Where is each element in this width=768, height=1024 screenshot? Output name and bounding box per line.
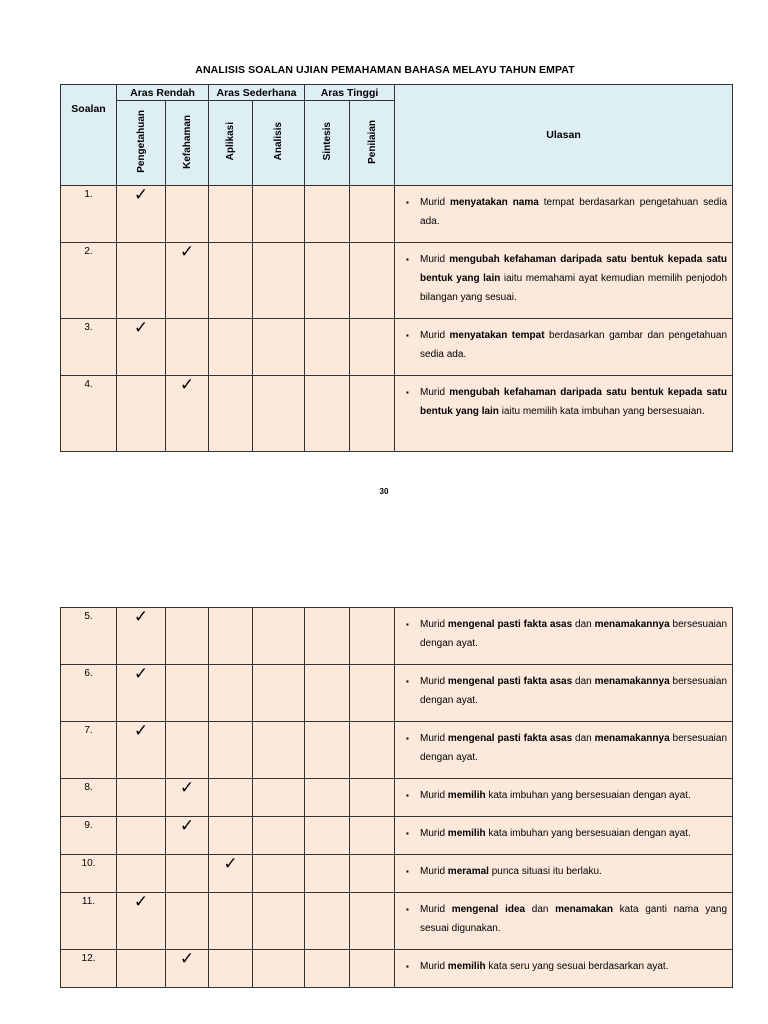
checkmark-icon: ✓ <box>166 817 209 855</box>
document-title: ANALISIS SOALAN UJIAN PEMAHAMAN BAHASA MELAYU TAHUN EMPAT <box>195 64 575 76</box>
level-cell <box>350 817 395 855</box>
header-pengetahuan: Pengetahuan <box>117 101 166 186</box>
bullet-icon: ▪ <box>406 677 409 686</box>
level-cell <box>253 817 305 855</box>
ulasan-text: ▪ Murid menyatakan nama tempat berdasarkan pengetahuan sedia ada. <box>406 193 727 231</box>
level-cell <box>305 376 350 452</box>
level-cell <box>209 665 253 722</box>
ulasan-text: ▪ Murid memilih kata imbuhan yang bersesuaian dengan ayat. <box>406 824 727 843</box>
level-cell <box>209 950 253 988</box>
question-number: 3. <box>61 319 117 376</box>
bullet-icon: ▪ <box>406 867 409 876</box>
checkmark-icon: ✓ <box>166 376 209 452</box>
header-aras-sederhana: Aras Sederhana <box>209 85 305 101</box>
level-cell <box>305 243 350 319</box>
ulasan-cell <box>395 779 733 817</box>
header-ulasan: Ulasan <box>395 85 733 186</box>
level-cell <box>305 608 350 665</box>
level-cell <box>166 665 209 722</box>
question-number: 1. <box>61 186 117 243</box>
ulasan-text: ▪ Murid mengenal pasti fakta asas dan menamakannya bersesuaian dengan ayat. <box>406 672 727 710</box>
checkmark-icon: ✓ <box>209 855 253 893</box>
header-sintesis: Sintesis <box>305 101 350 186</box>
ulasan-text: ▪ Murid mengenal pasti fakta asas dan menamakannya bersesuaian dengan ayat. <box>406 615 727 653</box>
bullet-icon: ▪ <box>406 331 409 340</box>
level-cell <box>305 779 350 817</box>
level-cell <box>253 950 305 988</box>
table-row <box>61 779 733 817</box>
ulasan-cell <box>395 319 733 376</box>
checkmark-icon: ✓ <box>166 950 209 988</box>
level-cell <box>209 319 253 376</box>
level-cell <box>350 722 395 779</box>
level-cell <box>350 665 395 722</box>
header-aras-tinggi: Aras Tinggi <box>305 85 395 101</box>
level-cell <box>253 722 305 779</box>
level-cell <box>350 376 395 452</box>
level-cell <box>253 376 305 452</box>
level-cell <box>166 893 209 950</box>
ulasan-cell <box>395 243 733 319</box>
table-row <box>61 950 733 988</box>
header-kefahaman: Kefahaman <box>166 101 209 186</box>
level-cell <box>209 608 253 665</box>
checkmark-icon: ✓ <box>117 722 166 779</box>
header-aras-rendah: Aras Rendah <box>117 85 209 101</box>
level-cell <box>253 319 305 376</box>
bullet-icon: ▪ <box>406 198 409 207</box>
level-cell <box>209 376 253 452</box>
level-cell <box>209 243 253 319</box>
question-number: 12. <box>61 950 117 988</box>
level-cell <box>166 186 209 243</box>
header-soalan: Soalan <box>61 85 117 186</box>
header-analisis: Analisis <box>253 101 305 186</box>
ulasan-cell <box>395 950 733 988</box>
analysis-table-page-30 <box>60 84 733 452</box>
level-cell <box>305 722 350 779</box>
checkmark-icon: ✓ <box>117 319 166 376</box>
level-cell <box>253 608 305 665</box>
question-number: 10. <box>61 855 117 893</box>
question-number: 5. <box>61 608 117 665</box>
level-cell <box>305 855 350 893</box>
level-cell <box>305 893 350 950</box>
question-number: 6. <box>61 665 117 722</box>
level-cell <box>350 893 395 950</box>
ulasan-cell <box>395 855 733 893</box>
checkmark-icon: ✓ <box>166 243 209 319</box>
table-row <box>61 893 733 950</box>
level-cell <box>305 319 350 376</box>
header-penilaian: Penilaian <box>350 101 395 186</box>
table-row <box>61 665 733 722</box>
ulasan-text: ▪ Murid menyatakan tempat berdasarkan gambar dan pengetahuan sedia ada. <box>406 326 727 364</box>
analysis-table-continued <box>60 607 733 988</box>
table-row <box>61 186 733 243</box>
level-cell <box>166 608 209 665</box>
level-cell <box>350 319 395 376</box>
level-cell <box>117 376 166 452</box>
level-cell <box>253 186 305 243</box>
level-cell <box>117 855 166 893</box>
level-cell <box>350 186 395 243</box>
bullet-icon: ▪ <box>406 829 409 838</box>
level-cell <box>117 779 166 817</box>
level-cell <box>350 243 395 319</box>
checkmark-icon: ✓ <box>117 186 166 243</box>
ulasan-cell <box>395 817 733 855</box>
table-row <box>61 855 733 893</box>
level-cell <box>305 186 350 243</box>
level-cell <box>166 722 209 779</box>
ulasan-cell <box>395 376 733 452</box>
ulasan-text: ▪ Murid mengenal pasti fakta asas dan menamakannya bersesuaian dengan ayat. <box>406 729 727 767</box>
checkmark-icon: ✓ <box>117 608 166 665</box>
question-number: 8. <box>61 779 117 817</box>
level-cell <box>305 665 350 722</box>
bullet-icon: ▪ <box>406 620 409 629</box>
ulasan-text: ▪ Murid memilih kata imbuhan yang bersesuaian dengan ayat. <box>406 786 727 805</box>
table-row <box>61 243 733 319</box>
checkmark-icon: ✓ <box>166 779 209 817</box>
level-cell <box>253 243 305 319</box>
table-row <box>61 376 733 452</box>
checkmark-icon: ✓ <box>117 665 166 722</box>
level-cell <box>350 608 395 665</box>
level-cell <box>209 186 253 243</box>
level-cell <box>253 893 305 950</box>
level-cell <box>350 779 395 817</box>
level-cell <box>209 817 253 855</box>
question-number: 4. <box>61 376 117 452</box>
question-number: 11. <box>61 893 117 950</box>
bullet-icon: ▪ <box>406 734 409 743</box>
table-row <box>61 817 733 855</box>
level-cell <box>166 855 209 893</box>
ulasan-cell <box>395 186 733 243</box>
level-cell <box>166 319 209 376</box>
question-number: 9. <box>61 817 117 855</box>
table-row <box>61 722 733 779</box>
level-cell <box>253 665 305 722</box>
bullet-icon: ▪ <box>406 388 409 397</box>
ulasan-cell <box>395 893 733 950</box>
level-cell <box>117 817 166 855</box>
level-cell <box>117 243 166 319</box>
bullet-icon: ▪ <box>406 962 409 971</box>
level-cell <box>117 950 166 988</box>
ulasan-text: ▪ Murid mengubah kefahaman daripada satu bentuk kepada satu bentuk yang lain iaitu memahami ayat kemudian memilih penjodoh bilangan yang sesuai. <box>406 250 727 307</box>
table-row <box>61 319 733 376</box>
header-aplikasi: Aplikasi <box>209 101 253 186</box>
page-number: 30 <box>379 487 389 496</box>
question-number: 7. <box>61 722 117 779</box>
table-row <box>61 608 733 665</box>
level-cell <box>209 893 253 950</box>
ulasan-cell <box>395 722 733 779</box>
level-cell <box>350 950 395 988</box>
bullet-icon: ▪ <box>406 255 409 264</box>
ulasan-cell <box>395 665 733 722</box>
level-cell <box>253 779 305 817</box>
level-cell <box>209 779 253 817</box>
level-cell <box>350 855 395 893</box>
bullet-icon: ▪ <box>406 905 409 914</box>
ulasan-cell <box>395 608 733 665</box>
question-number: 2. <box>61 243 117 319</box>
checkmark-icon: ✓ <box>117 893 166 950</box>
ulasan-text: ▪ Murid mengenal idea dan menamakan kata ganti nama yang sesuai digunakan. <box>406 900 727 938</box>
bullet-icon: ▪ <box>406 791 409 800</box>
level-cell <box>253 855 305 893</box>
ulasan-text: ▪ Murid meramal punca situasi itu berlaku. <box>406 862 727 881</box>
level-cell <box>305 950 350 988</box>
ulasan-text: ▪ Murid memilih kata seru yang sesuai berdasarkan ayat. <box>406 957 727 976</box>
level-cell <box>209 722 253 779</box>
level-cell <box>305 817 350 855</box>
ulasan-text: ▪ Murid mengubah kefahaman daripada satu bentuk kepada satu bentuk yang lain iaitu memilih kata imbuhan yang bersesuaian. <box>406 383 727 421</box>
